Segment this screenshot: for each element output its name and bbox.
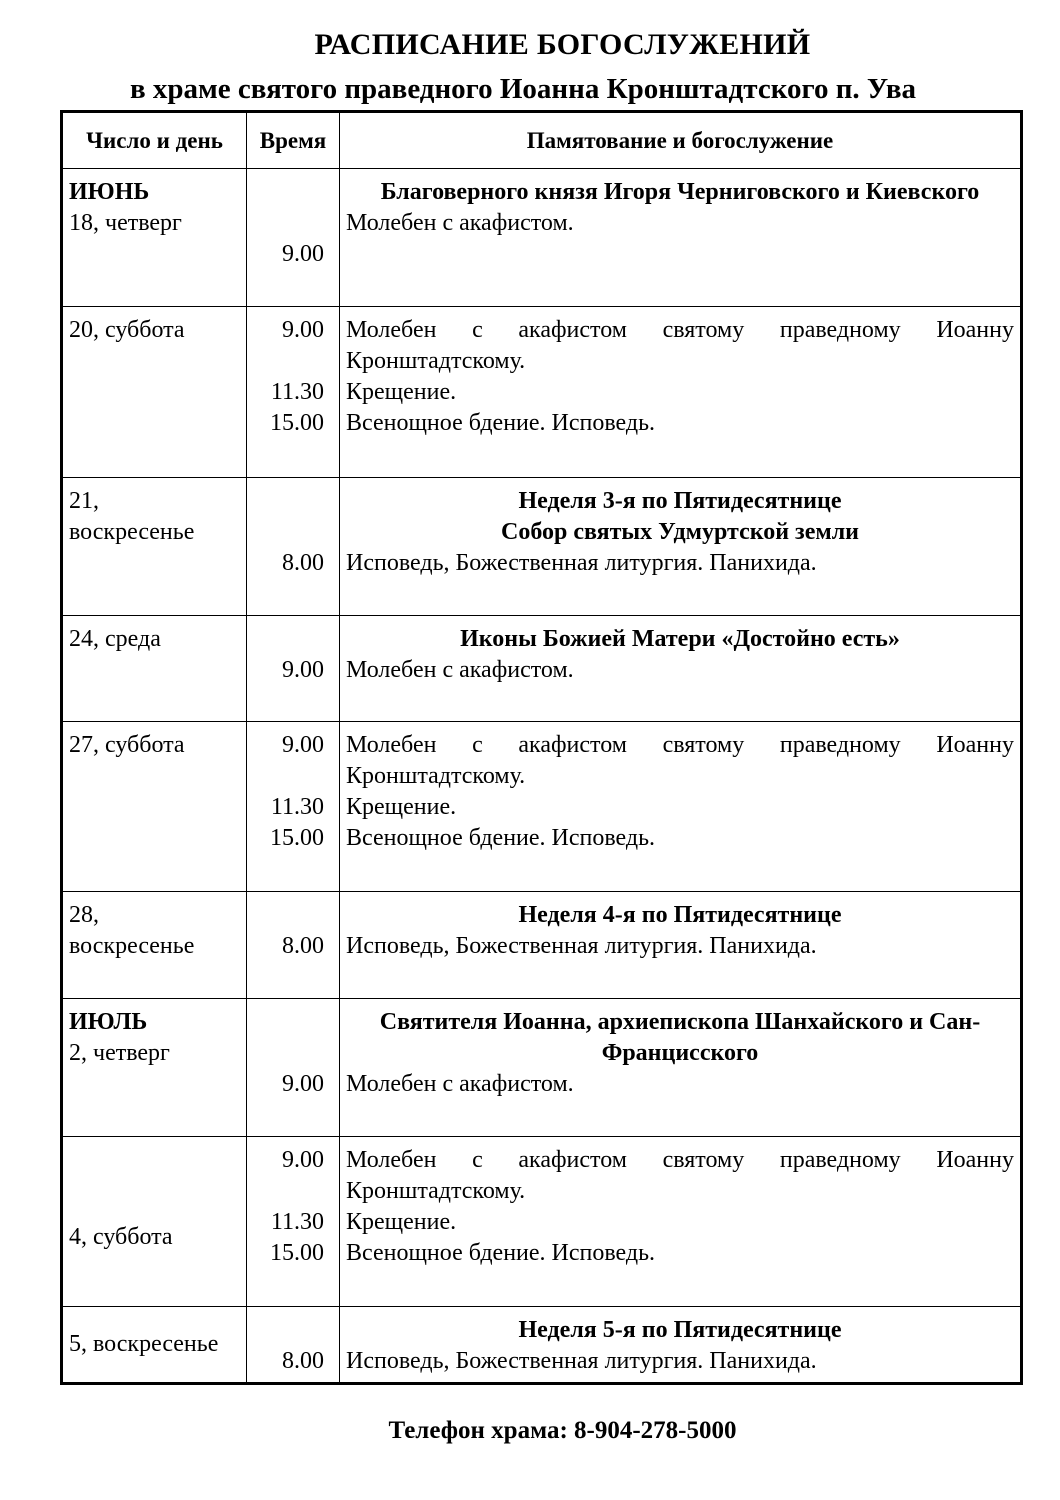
service-event: Всенощное бдение. Исповедь. — [346, 825, 656, 851]
time-label: 15.00 — [270, 410, 324, 436]
date-label: 24, среда — [69, 626, 161, 652]
time-cell — [247, 307, 340, 478]
date-label: 27, суббота — [69, 732, 185, 758]
time-label: 9.00 — [282, 241, 324, 267]
table-row — [62, 307, 1022, 478]
time-label: 15.00 — [270, 1240, 324, 1266]
column-header-service: Памятование и богослужение — [340, 112, 1022, 169]
service-event: Всенощное бдение. Исповедь. — [346, 410, 656, 436]
date-label: воскресенье — [69, 519, 195, 545]
feast-title: Иконы Божией Матери «Достойно есть» — [460, 626, 900, 652]
service-cell — [340, 616, 1022, 722]
time-label: 9.00 — [282, 1147, 324, 1173]
service-event: Молебен с акафистом святому праведному Иоанну Кронштадтскому. — [346, 1147, 1014, 1204]
page-subtitle: в храме святого праведного Иоанна Кронштадтского п. Ува — [130, 73, 916, 105]
time-label: 11.30 — [270, 1209, 324, 1235]
service-event: Молебен с акафистом святому праведному Иоанну Кронштадтскому. — [346, 317, 1014, 374]
service-event: Исповедь, Божественная литургия. Панихида. — [346, 1348, 817, 1374]
time-label: 9.00 — [282, 657, 324, 683]
service-cell — [340, 307, 1022, 478]
date-cell — [62, 616, 247, 722]
time-cell — [247, 478, 340, 616]
feast-title: Неделя 4-я по Пятидесятнице — [518, 902, 842, 928]
feast-title: Святителя Иоанна, архиепископа Шанхайского и Сан-Францисского — [379, 1009, 981, 1066]
service-cell — [340, 1307, 1022, 1384]
service-cell — [340, 722, 1022, 892]
table-header-row — [62, 112, 1022, 169]
service-cell — [340, 999, 1022, 1137]
service-event: Молебен с акафистом. — [346, 210, 574, 236]
service-cell — [340, 478, 1022, 616]
service-event: Молебен с акафистом. — [346, 1071, 574, 1097]
date-label: 20, суббота — [69, 317, 185, 343]
column-header-time: Время — [247, 112, 340, 169]
date-cell — [62, 307, 247, 478]
date-cell — [62, 169, 247, 307]
month-label: ИЮНЬ — [69, 179, 150, 205]
time-label: 8.00 — [282, 1348, 324, 1374]
date-label: воскресенье — [69, 933, 195, 959]
time-label: 8.00 — [282, 550, 324, 576]
schedule-table — [60, 110, 1023, 1385]
table-row — [62, 1307, 1022, 1384]
service-event: Крещение. — [346, 1209, 457, 1235]
service-event: Крещение. — [346, 379, 457, 405]
table-row — [62, 999, 1022, 1137]
time-cell — [247, 1137, 340, 1307]
service-cell — [340, 169, 1022, 307]
service-cell — [340, 1137, 1022, 1307]
month-label: ИЮЛЬ — [69, 1009, 148, 1035]
table-row — [62, 892, 1022, 999]
church-phone: Телефон храма: 8-904-278-5000 — [388, 1417, 737, 1444]
date-cell — [62, 1307, 247, 1384]
time-cell — [247, 892, 340, 999]
feast-title: Неделя 5-я по Пятидесятнице — [518, 1317, 842, 1343]
table-row — [62, 1137, 1022, 1307]
service-event: Крещение. — [346, 794, 457, 820]
time-label: 11.30 — [270, 379, 324, 405]
service-event: Всенощное бдение. Исповедь. — [346, 1240, 656, 1266]
feast-title: Благоверного князя Игоря Черниговского и Киевского — [380, 179, 980, 205]
date-label: 21, — [69, 488, 99, 514]
table-row — [62, 169, 1022, 307]
time-cell — [247, 1307, 340, 1384]
date-cell — [62, 1137, 247, 1307]
time-cell — [247, 616, 340, 722]
time-label: 9.00 — [282, 1071, 324, 1097]
service-cell — [340, 892, 1022, 999]
date-label: 2, четверг — [69, 1040, 170, 1066]
time-label: 8.00 — [282, 933, 324, 959]
time-label: 9.00 — [282, 732, 324, 758]
feast-title: Неделя 3-я по Пятидесятнице — [518, 488, 842, 514]
table-row — [62, 722, 1022, 892]
date-label: 28, — [69, 902, 99, 928]
service-event: Исповедь, Божественная литургия. Панихида. — [346, 550, 817, 576]
date-label: 18, четверг — [69, 210, 182, 236]
time-cell — [247, 169, 340, 307]
time-cell — [247, 722, 340, 892]
service-event: Молебен с акафистом. — [346, 657, 574, 683]
date-label: 4, суббота — [69, 1224, 173, 1250]
date-cell — [62, 478, 247, 616]
page-title: РАСПИСАНИЕ БОГОСЛУЖЕНИЙ — [314, 28, 811, 61]
service-event: Молебен с акафистом святому праведному Иоанну Кронштадтскому. — [346, 732, 1014, 789]
date-cell — [62, 999, 247, 1137]
table-row — [62, 616, 1022, 722]
time-label: 15.00 — [270, 825, 324, 851]
feast-title: Собор святых Удмуртской земли — [500, 519, 859, 545]
column-header-date: Число и день — [62, 112, 247, 169]
time-cell — [247, 999, 340, 1137]
service-event: Исповедь, Божественная литургия. Панихида. — [346, 933, 817, 959]
date-cell — [62, 892, 247, 999]
time-label: 9.00 — [282, 317, 324, 343]
date-cell — [62, 722, 247, 892]
time-label: 11.30 — [270, 794, 324, 820]
date-label: 5, воскресенье — [69, 1331, 219, 1357]
table-row — [62, 478, 1022, 616]
